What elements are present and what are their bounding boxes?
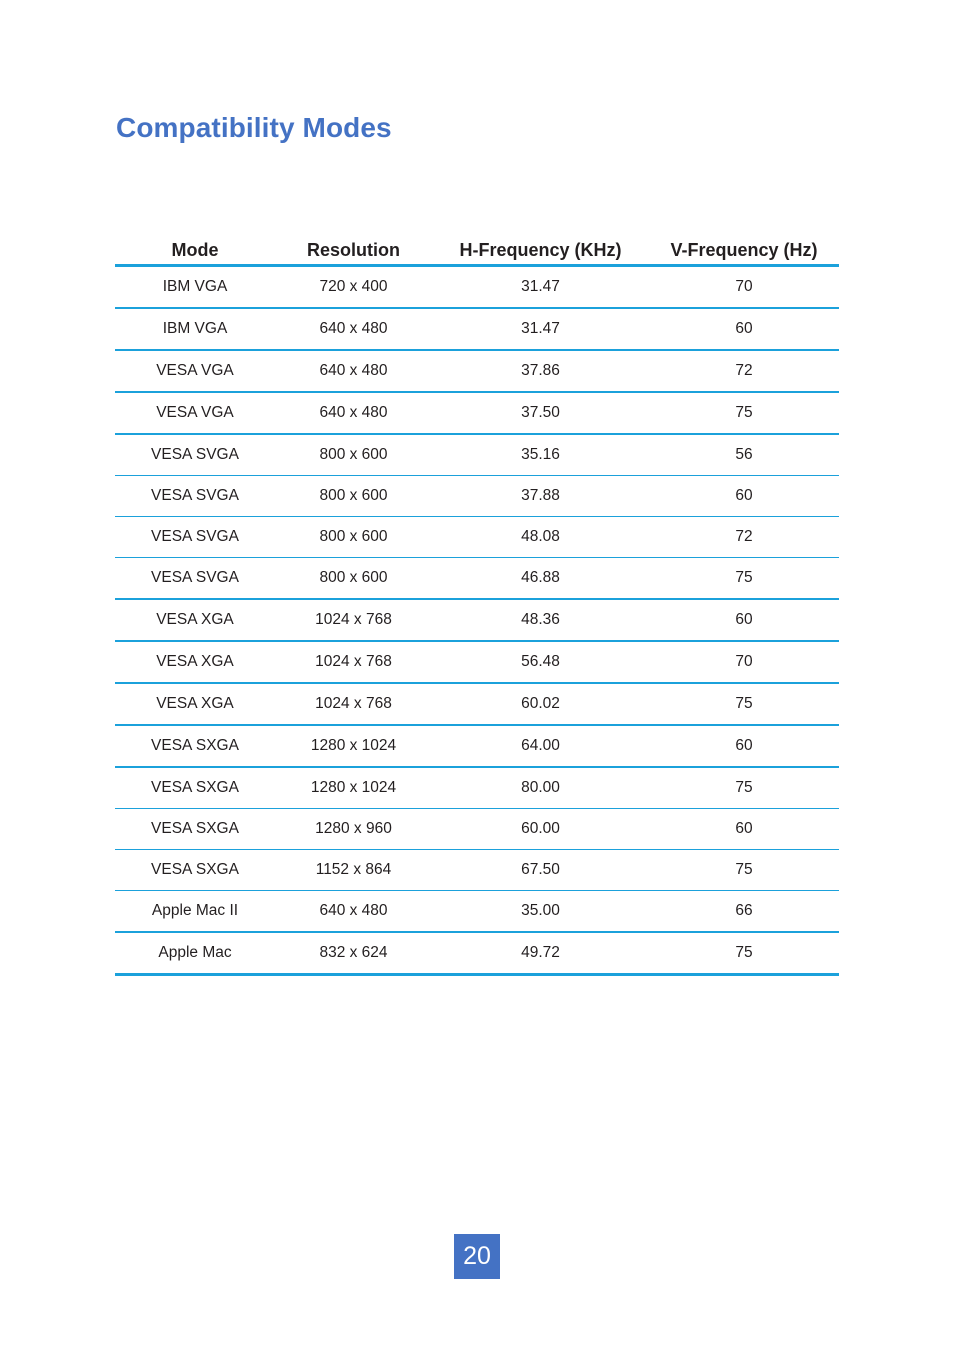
- table-row: [115, 891, 839, 933]
- cell-v-frequency: 60: [649, 308, 839, 350]
- cell-v-frequency: 60: [649, 725, 839, 767]
- cell-mode: VESA XGA: [115, 599, 275, 641]
- cell-v-frequency: 75: [649, 683, 839, 725]
- cell-h-frequency: 35.16: [432, 434, 649, 476]
- cell-h-frequency: 31.47: [432, 266, 649, 309]
- header-resolution: Resolution: [275, 236, 432, 266]
- cell-h-frequency: 60.00: [432, 809, 649, 850]
- cell-h-frequency: 49.72: [432, 932, 649, 975]
- cell-v-frequency: 66: [649, 891, 839, 933]
- table-row: [115, 476, 839, 517]
- cell-v-frequency: 75: [649, 392, 839, 434]
- cell-resolution: 800 x 600: [275, 517, 432, 558]
- cell-mode: VESA SVGA: [115, 476, 275, 517]
- cell-v-frequency: 72: [649, 350, 839, 392]
- cell-h-frequency: 64.00: [432, 725, 649, 767]
- cell-resolution: 640 x 480: [275, 350, 432, 392]
- cell-mode: VESA SXGA: [115, 850, 275, 891]
- cell-h-frequency: 60.02: [432, 683, 649, 725]
- header-mode: Mode: [115, 236, 275, 266]
- cell-h-frequency: 31.47: [432, 308, 649, 350]
- cell-v-frequency: 75: [649, 932, 839, 975]
- cell-resolution: 720 x 400: [275, 266, 432, 309]
- cell-mode: VESA SXGA: [115, 725, 275, 767]
- cell-v-frequency: 72: [649, 517, 839, 558]
- table-row: [115, 683, 839, 725]
- cell-resolution: 800 x 600: [275, 434, 432, 476]
- cell-v-frequency: 70: [649, 266, 839, 309]
- cell-mode: VESA VGA: [115, 392, 275, 434]
- table-row: [115, 392, 839, 434]
- cell-mode: VESA SXGA: [115, 809, 275, 850]
- page-number: 20: [454, 1234, 500, 1279]
- cell-resolution: 1152 x 864: [275, 850, 432, 891]
- cell-resolution: 800 x 600: [275, 476, 432, 517]
- header-h-frequency: H-Frequency (KHz): [432, 236, 649, 266]
- cell-mode: VESA XGA: [115, 683, 275, 725]
- table-row: [115, 725, 839, 767]
- cell-v-frequency: 60: [649, 476, 839, 517]
- cell-v-frequency: 56: [649, 434, 839, 476]
- cell-h-frequency: 80.00: [432, 767, 649, 809]
- header-v-frequency: V-Frequency (Hz): [649, 236, 839, 266]
- cell-mode: VESA SVGA: [115, 434, 275, 476]
- table-row: [115, 558, 839, 600]
- table-row: [115, 641, 839, 683]
- cell-h-frequency: 37.86: [432, 350, 649, 392]
- cell-mode: VESA SXGA: [115, 767, 275, 809]
- table-row: [115, 599, 839, 641]
- cell-h-frequency: 67.50: [432, 850, 649, 891]
- cell-mode: Apple Mac II: [115, 891, 275, 933]
- cell-mode: IBM VGA: [115, 308, 275, 350]
- cell-h-frequency: 56.48: [432, 641, 649, 683]
- table-row: [115, 350, 839, 392]
- cell-v-frequency: 60: [649, 599, 839, 641]
- table-row: [115, 932, 839, 975]
- compatibility-modes-table: [115, 236, 839, 976]
- table-row: [115, 517, 839, 558]
- cell-resolution: 832 x 624: [275, 932, 432, 975]
- cell-h-frequency: 48.08: [432, 517, 649, 558]
- cell-h-frequency: 46.88: [432, 558, 649, 600]
- cell-mode: Apple Mac: [115, 932, 275, 975]
- cell-h-frequency: 37.50: [432, 392, 649, 434]
- cell-resolution: 800 x 600: [275, 558, 432, 600]
- cell-v-frequency: 75: [649, 850, 839, 891]
- modes-table: [115, 236, 839, 976]
- cell-resolution: 1280 x 1024: [275, 767, 432, 809]
- cell-v-frequency: 75: [649, 767, 839, 809]
- table-body: [115, 266, 839, 975]
- cell-mode: VESA XGA: [115, 641, 275, 683]
- table-row: [115, 767, 839, 809]
- cell-resolution: 1024 x 768: [275, 641, 432, 683]
- table-header-row: [115, 236, 839, 266]
- table-row: [115, 434, 839, 476]
- table-row: [115, 850, 839, 891]
- cell-resolution: 640 x 480: [275, 392, 432, 434]
- cell-mode: IBM VGA: [115, 266, 275, 309]
- cell-v-frequency: 60: [649, 809, 839, 850]
- page-title: Compatibility Modes: [116, 112, 392, 143]
- table-row: [115, 308, 839, 350]
- cell-mode: VESA SVGA: [115, 558, 275, 600]
- cell-h-frequency: 35.00: [432, 891, 649, 933]
- cell-mode: VESA SVGA: [115, 517, 275, 558]
- cell-resolution: 640 x 480: [275, 891, 432, 933]
- cell-resolution: 1280 x 1024: [275, 725, 432, 767]
- cell-resolution: 1024 x 768: [275, 599, 432, 641]
- cell-h-frequency: 37.88: [432, 476, 649, 517]
- cell-mode: VESA VGA: [115, 350, 275, 392]
- cell-h-frequency: 48.36: [432, 599, 649, 641]
- table-row: [115, 266, 839, 309]
- cell-v-frequency: 70: [649, 641, 839, 683]
- table-row: [115, 809, 839, 850]
- cell-resolution: 640 x 480: [275, 308, 432, 350]
- cell-resolution: 1280 x 960: [275, 809, 432, 850]
- cell-v-frequency: 75: [649, 558, 839, 600]
- cell-resolution: 1024 x 768: [275, 683, 432, 725]
